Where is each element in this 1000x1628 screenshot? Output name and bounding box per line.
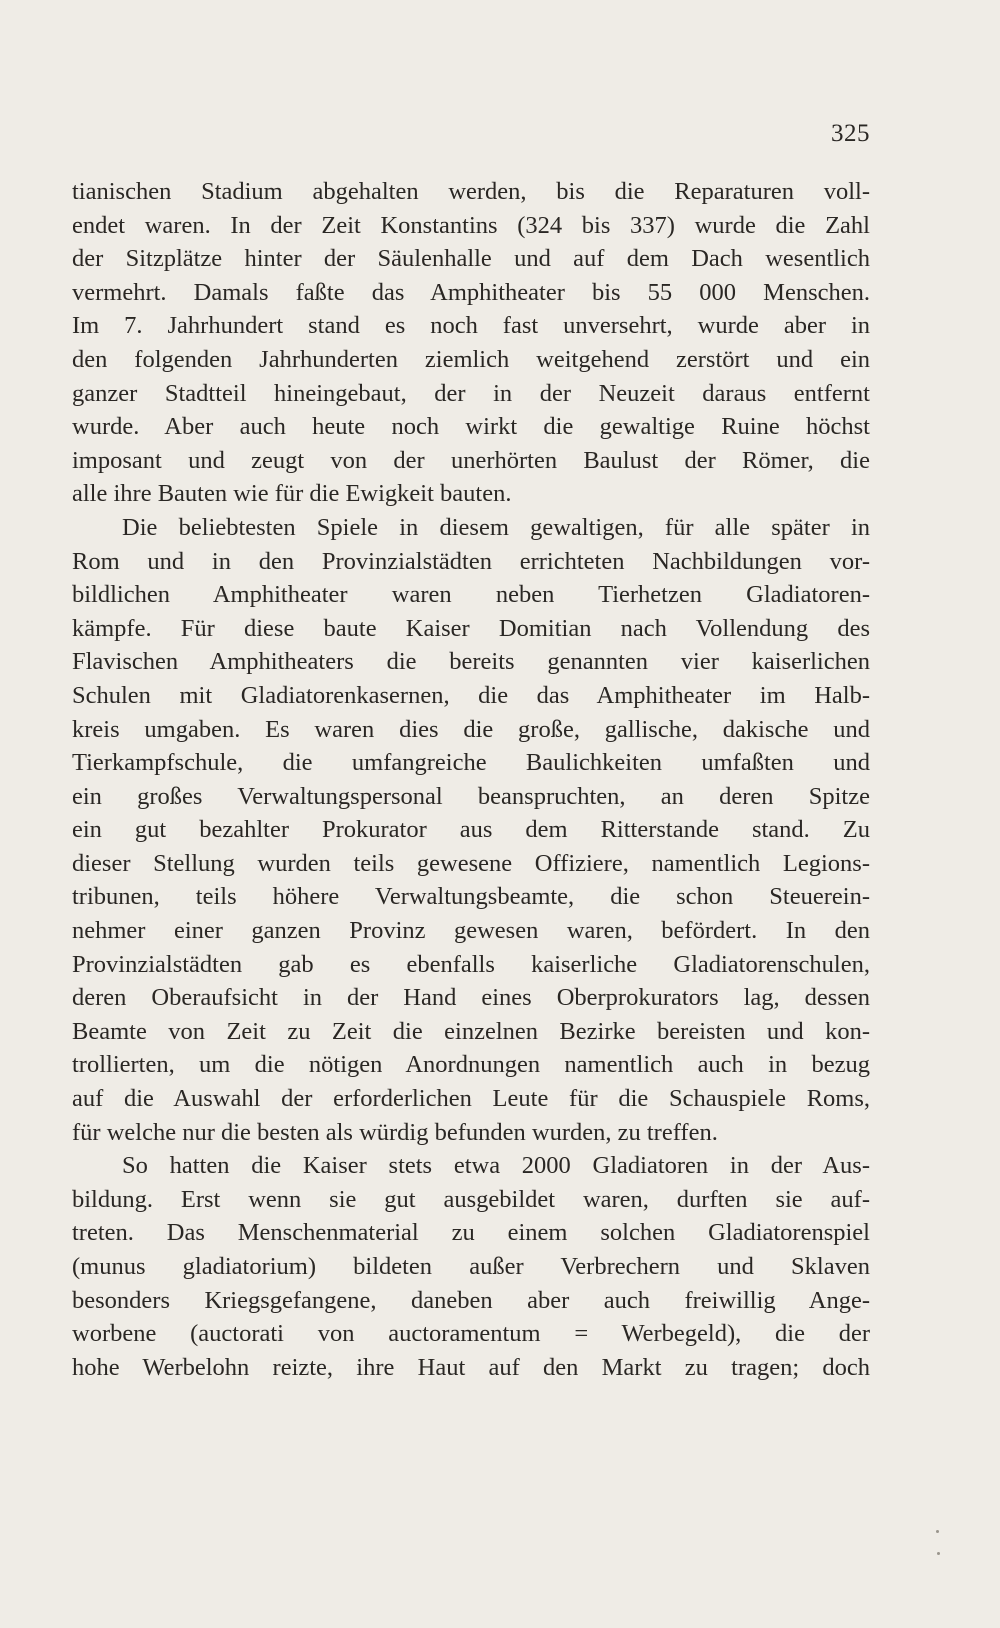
text-line: kämpfe. Für diese baute Kaiser Domitian nach Vollendung des [72,614,870,642]
text-line: hohe Werbelohn reizte, ihre Haut auf den Markt zu tragen; doch [72,1353,870,1381]
text-line: imposant und zeugt von der unerhörten Baulust der Römer, die [72,446,870,474]
text-line: (munus gladiatorium) bildeten außer Verbrechern und Sklaven [72,1253,870,1280]
text-line: besonders Kriegsgefangene, daneben aber auch freiwillig Ange- [72,1286,870,1314]
page-number: 325 [831,120,870,147]
text-line: ein gut bezahlter Prokurator aus dem Ritterstande stand. Zu [72,816,870,844]
text-line: Tierkampfschule, die umfangreiche Baulichkeiten umfaßten und [72,749,870,777]
text-line: trollierten, um die nötigen Anordnungen namentlich auch in bezug [72,1051,870,1079]
text-line: alle ihre Bauten wie für die Ewigkeit bauten. [72,480,512,508]
text-line: endet waren. In der Zeit Konstantins (324 bis 337) wurde die Zahl [72,211,870,239]
text-line: kreis umgaben. Es waren dies die große, gallische, dakische und [72,715,870,743]
paper-speck [936,1530,939,1533]
paper-speck [937,1552,940,1555]
text-line: dieser Stellung wurden teils gewesene Offiziere, namentlich Legions- [72,849,870,877]
text-line: bildlichen Amphitheater waren neben Tierhetzen Gladiatoren- [72,581,870,609]
text-line: den folgenden Jahrhunderten ziemlich weitgehend zerstört und ein [72,345,870,373]
text-line: auf die Auswahl der erforderlichen Leute für die Schauspiele Roms, [72,1085,870,1113]
text-line: ein großes Verwaltungspersonal beanspruchten, an deren Spitze [72,782,870,810]
text-line: worbene (auctorati von auctoramentum = Werbegeld), die der [72,1320,870,1348]
text-line: So hatten die Kaiser stets etwa 2000 Gladiatoren in der Aus- [122,1152,870,1180]
body-text [72,175,870,1384]
text-line: für welche nur die besten als würdig befunden wurden, zu treffen. [72,1118,718,1146]
text-line: Rom und in den Provinzialstädten errichteten Nachbildungen vor- [72,547,870,575]
text-line: wurde. Aber auch heute noch wirkt die gewaltige Ruine höchst [72,413,870,441]
text-line: tianischen Stadium abgehalten werden, bis die Reparaturen voll- [72,178,870,205]
text-line: Schulen mit Gladiatorenkasernen, die das Amphitheater im Halb- [72,681,870,709]
text-line: Flavischen Amphitheaters die bereits genannten vier kaiserlichen [72,648,870,676]
text-line: deren Oberaufsicht in der Hand eines Oberprokurators lag, dessen [72,984,870,1012]
text-line: Im 7. Jahrhundert stand es noch fast unversehrt, wurde aber in [72,312,870,340]
text-line: bildung. Erst wenn sie gut ausgebildet waren, durften sie auf- [72,1185,870,1213]
text-line: Beamte von Zeit zu Zeit die einzelnen Bezirke bereisten und kon- [72,1017,870,1045]
text-line: Die beliebtesten Spiele in diesem gewaltigen, für alle später in [122,513,870,541]
text-line: treten. Das Menschenmaterial zu einem solchen Gladiatorenspiel [72,1219,870,1247]
text-line: der Sitzplätze hinter der Säulenhalle und auf dem Dach wesentlich [72,245,870,273]
text-line: Provinzialstädten gab es ebenfalls kaiserliche Gladiatorenschulen, [72,950,870,978]
text-line: nehmer einer ganzen Provinz gewesen waren, befördert. In den [72,917,870,945]
text-line: ganzer Stadtteil hineingebaut, der in der Neuzeit daraus entfernt [72,379,870,407]
text-line: tribunen, teils höhere Verwaltungsbeamte, die schon Steuerein- [72,883,870,911]
text-line: vermehrt. Damals faßte das Amphitheater bis 55 000 Menschen. [72,278,870,306]
